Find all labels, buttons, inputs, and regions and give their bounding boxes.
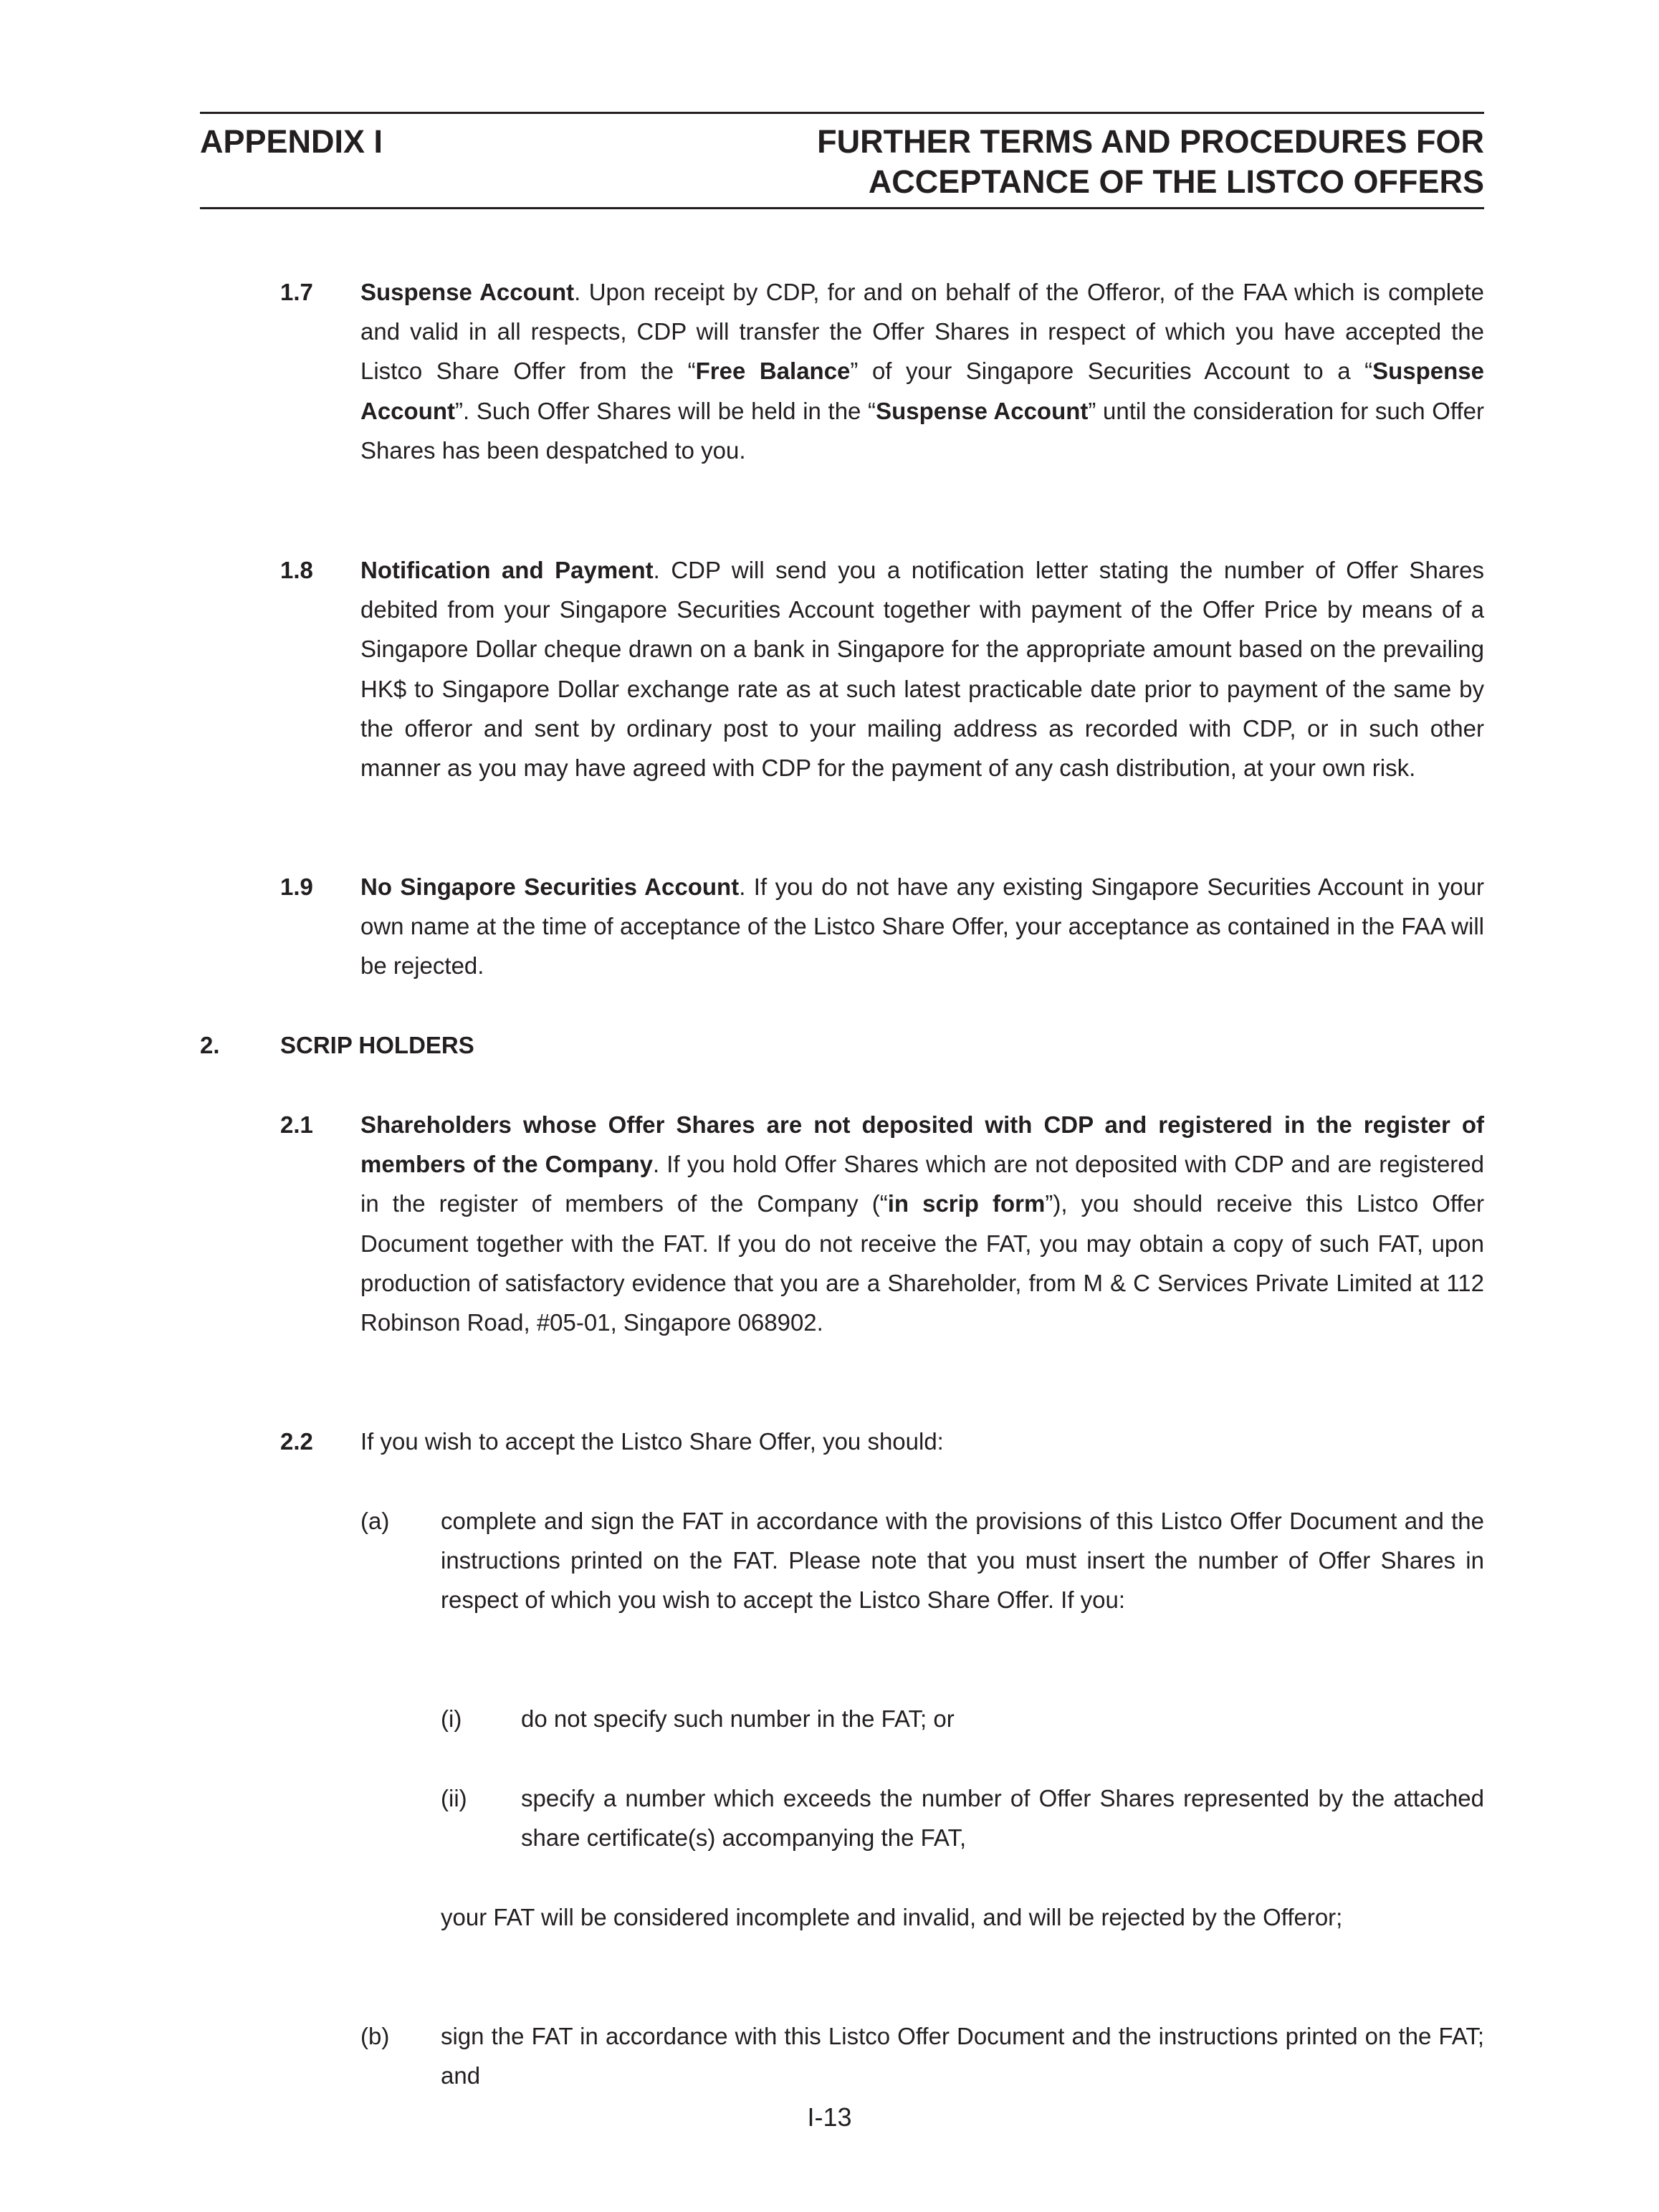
- item-a-conclusion: your FAT will be considered incomplete and invalid, and will be rejected by the Offeror;: [441, 1904, 1343, 1930]
- section-2-number: 2.: [200, 1032, 220, 1058]
- item-i-label: (i): [441, 1705, 462, 1732]
- item-ii-text: specify a number which exceeds the number of Offer Shares represented by the attached share certificate(s) accompanying the FAT,: [521, 1785, 1484, 1852]
- section-1-7-number: 1.7: [280, 279, 313, 305]
- item-a-label: (a): [360, 1508, 390, 1534]
- section-1-9-number: 1.9: [280, 873, 313, 900]
- appendix-title-line-1: FURTHER TERMS AND PROCEDURES FOR: [817, 123, 1484, 160]
- section-1-8-number: 1.8: [280, 557, 313, 583]
- section-2-2-text: If you wish to accept the Listco Share Offer, you should:: [360, 1428, 944, 1455]
- section-2-1-number: 2.1: [280, 1111, 313, 1138]
- appendix-title: [624, 122, 1484, 202]
- section-1-7-title: Suspense Account: [360, 279, 575, 305]
- section-1-8-title: Notification and Payment: [360, 557, 654, 583]
- section-2-1-text: Shareholders whose Offer Shares are not deposited with CDP and registered in the register of members of the Company. If you hold Offer Shares which are not deposited with CDP and are registered in the register of members of the Company (“in scrip form”), you should receive this Listco Offer Document together with the FAT. If you do not receive the FAT, you may obtain a copy of such FAT, upon production of satisfactory evidence that you are a Shareholder, from M & C Services Private Limited at 112 Robinson Road, #05-01, Singapore 068902.: [360, 1111, 1484, 1336]
- item-i-text: do not specify such number in the FAT; or: [521, 1705, 955, 1732]
- in-scrip-form-term: in scrip form: [887, 1190, 1046, 1217]
- item-b-label: (b): [360, 2023, 390, 2049]
- section-2-1-title: Shareholders whose Offer Shares are not deposited with CDP and registered in the register of members of the Company: [360, 1111, 1484, 1178]
- page-number: I-13: [807, 2102, 852, 2132]
- suspense-account-term: Suspense Account: [360, 358, 1484, 424]
- section-1-9-title: No Singapore Securities Account: [360, 873, 740, 900]
- free-balance-term: Free Balance: [695, 358, 851, 385]
- header-top-rule: [200, 112, 1484, 114]
- section-1-9-text: No Singapore Securities Account. If you do not have any existing Singapore Securities Account in your own name at the time of acceptance of the Listco Share Offer, your acceptance as contained in the FAA will be rejected.: [360, 873, 1484, 980]
- section-2-2-number: 2.2: [280, 1428, 313, 1455]
- item-a-text: complete and sign the FAT in accordance with the provisions of this Listco Offer Document and the instructions printed on the FAT. Please note that you must insert the number of Offer Shares in respect of which you wish to accept the Listco Share Offer. If you:: [441, 1508, 1484, 1614]
- section-1-7-text: Suspense Account. Upon receipt by CDP, for and on behalf of the Offeror, of the FAA which is complete and valid in all respects, CDP will transfer the Offer Shares in respect of which you have accepted the Listco Share Offer from the “Free Balance” of your Singapore Securities Account to a “Suspense Account”. Such Offer Shares will be held in the “Suspense Account” until the consideration for such Offer Shares has been despatched to you.: [360, 279, 1484, 464]
- suspense-account-term-2: Suspense Account: [876, 397, 1089, 424]
- appendix-label: APPENDIX I: [200, 123, 383, 160]
- section-1-8-text: Notification and Payment. CDP will send you a notification letter stating the number of Offer Shares debited from your Singapore Securities Account together with payment of the Offer Price by means of a Singapore Dollar cheque drawn on a bank in Singapore for the appropriate amount based on the prevailing HK$ to Singapore Dollar exchange rate as at such latest practicable date prior to payment of the same by the offeror and sent by ordinary post to your mailing address as recorded with CDP, or in such other manner as you may have agreed with CDP for the payment of any cash distribution, at your own risk.: [360, 557, 1484, 782]
- section-2-title: SCRIP HOLDERS: [280, 1032, 474, 1058]
- item-b-text: sign the FAT in accordance with this Listco Offer Document and the instructions printed on the FAT; and: [441, 2023, 1484, 2089]
- appendix-title-line-2: ACCEPTANCE OF THE LISTCO OFFERS: [868, 163, 1484, 200]
- item-ii-label: (ii): [441, 1785, 467, 1811]
- header-bottom-rule: [200, 207, 1484, 209]
